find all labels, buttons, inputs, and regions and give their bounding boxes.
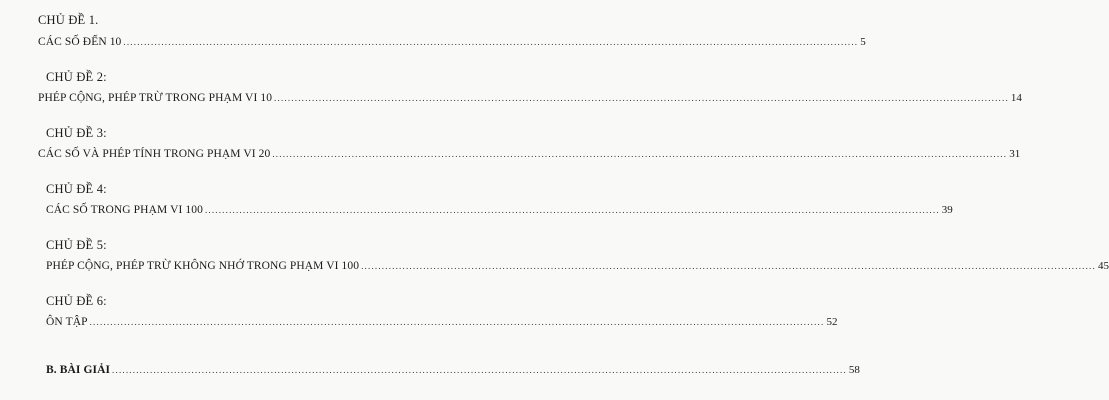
topic-1-label: CHỦ ĐỀ 1. (38, 13, 99, 27)
topic-3-label: CHỦ ĐỀ 3: (46, 126, 107, 140)
leader-dots: ..................................................................................................................................................................................................................... (272, 149, 1008, 159)
topic-5-label: CHỦ ĐỀ 5: (46, 238, 107, 252)
leader-dots: ..................................................................................................................................................................................................................... (361, 261, 1096, 271)
topic-6-page: 52 (826, 316, 838, 328)
toc-entry-section-b[interactable] (46, 364, 860, 376)
topic-4-page: 39 (941, 204, 953, 216)
topic-1-page: 5 (860, 36, 866, 48)
section-b-page: 58 (848, 364, 860, 376)
topic-3-title: CÁC SỐ VÀ PHÉP TÍNH TRONG PHẠM VI 20 (38, 148, 271, 160)
section-b-title: B. BÀI GIẢI (46, 364, 111, 376)
topic-4-label: CHỦ ĐỀ 4: (46, 182, 107, 196)
topic-6-title: ÔN TẬP (46, 316, 88, 328)
toc-entry-topic-4[interactable] (46, 204, 953, 216)
leader-dots: ..................................................................................................................................................................................................................... (123, 37, 859, 47)
topic-2-label: CHỦ ĐỀ 2: (46, 70, 107, 84)
leader-dots: ..................................................................................................................................................................................................................... (89, 317, 825, 327)
topic-6-label: CHỦ ĐỀ 6: (46, 294, 107, 308)
topic-1-title: CÁC SỐ ĐẾN 10 (38, 36, 122, 48)
toc-entry-topic-2[interactable] (38, 92, 1022, 104)
topic-3-page: 31 (1009, 148, 1021, 160)
toc-entry-topic-5[interactable] (46, 260, 1109, 272)
leader-dots: ..................................................................................................................................................................................................................... (204, 205, 940, 215)
toc-entry-topic-6[interactable] (46, 316, 838, 328)
toc-entry-topic-1[interactable] (38, 36, 866, 48)
leader-dots: ..................................................................................................................................................................................................................... (112, 365, 847, 375)
topic-5-page: 45 (1097, 260, 1109, 272)
topic-2-page: 14 (1010, 92, 1022, 104)
topic-2-title: PHÉP CỘNG, PHÉP TRỪ TRONG PHẠM VI 10 (38, 92, 273, 104)
toc-entry-topic-3[interactable] (38, 148, 1021, 160)
topic-5-title: PHÉP CỘNG, PHÉP TRỪ KHÔNG NHỚ TRONG PHẠM VI 100 (46, 260, 360, 272)
leader-dots: ..................................................................................................................................................................................................................... (274, 93, 1009, 103)
topic-4-title: CÁC SỐ TRONG PHẠM VI 100 (46, 204, 203, 216)
